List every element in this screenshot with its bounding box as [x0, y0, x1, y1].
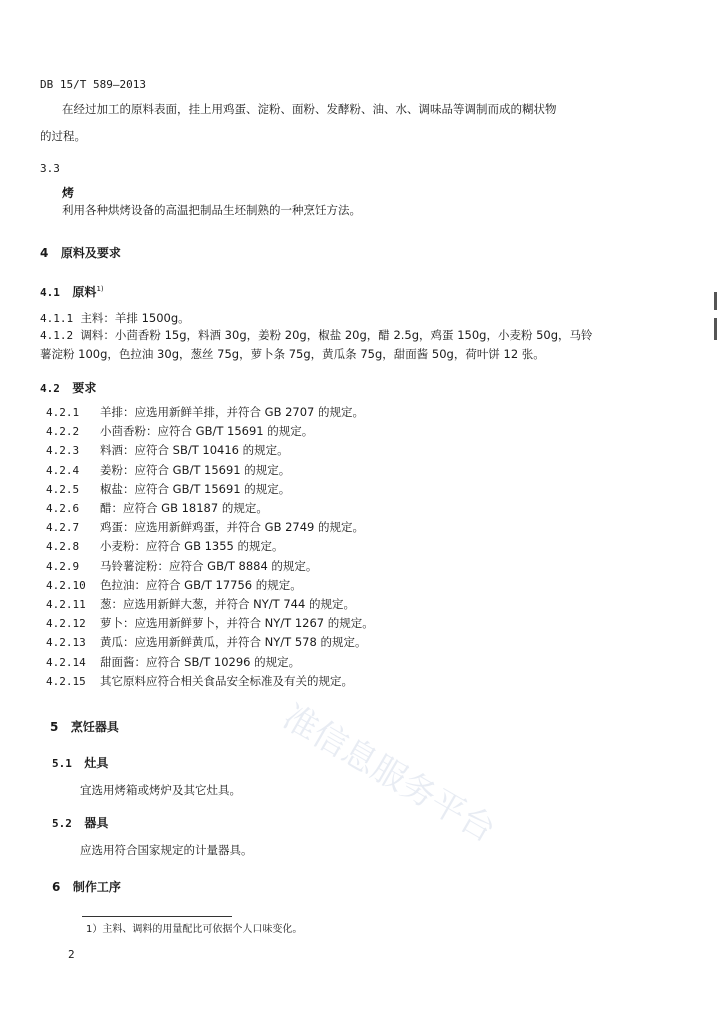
- item-number: 4.2.5: [46, 482, 80, 496]
- section-title: 制作工序: [72, 880, 121, 894]
- item-4-1-2-line-2: 薯淀粉 100g，色拉油 30g，葱丝 75g，萝卜条 75g，黄瓜条 75g，甜面酱 50g，荷叶饼 12 张。: [40, 347, 545, 361]
- requirement-item: [46, 521, 364, 535]
- section-6-heading: [52, 880, 121, 894]
- item-text: 醋：应符合 GB 18187 的规定。: [100, 501, 268, 515]
- requirement-item: [46, 560, 317, 574]
- section-title: 器具: [84, 816, 109, 830]
- item-4-1-1: [40, 312, 190, 326]
- item-number: 4.2.7: [46, 521, 80, 535]
- requirement-item: [46, 502, 268, 516]
- item-text: 姜粉：应符合 GB/T 15691 的规定。: [100, 462, 291, 477]
- term-roast-definition: 利用各种烘烤设备的高温把制品生坯制熟的一种烹饪方法。: [62, 203, 361, 217]
- term-roast: 烤: [62, 186, 75, 200]
- requirement-item: [46, 579, 302, 593]
- section-number: 4.2: [40, 382, 60, 395]
- requirement-item: [46, 444, 289, 458]
- item-number: 4.2.1: [46, 406, 80, 419]
- section-title: 原料及要求: [60, 246, 121, 260]
- requirement-item: [46, 675, 353, 689]
- section-title: 原料: [72, 285, 97, 299]
- item-4-1-2-line-1: [40, 329, 593, 343]
- section-4-2-heading: [40, 381, 96, 395]
- requirement-item: [46, 617, 374, 631]
- requirement-item: [46, 464, 290, 478]
- item-number: 4.2.14: [46, 655, 86, 669]
- item-number: 4.2.8: [46, 540, 80, 554]
- item-number: 4.2.6: [46, 502, 80, 515]
- requirement-item: [46, 656, 300, 670]
- item-number: 4.2.12: [46, 617, 86, 631]
- item-number: 4.2.13: [46, 636, 86, 650]
- item-text: 小麦粉：应符合 GB 1355 的规定。: [100, 539, 284, 554]
- item-text: 料酒：应符合 SB/T 10416 的规定。: [100, 443, 289, 458]
- section-title: 灶具: [84, 756, 109, 770]
- section-number: 4.1: [40, 286, 60, 299]
- watermark-text: 准信息服务平台: [276, 696, 503, 851]
- section-title: 要求: [72, 381, 97, 395]
- item-text: 色拉油：应符合 GB/T 17756 的规定。: [100, 577, 302, 592]
- item-number: 4.1.1: [40, 312, 74, 325]
- section-5-2-text: 应选用符合国家规定的计量器具。: [80, 843, 253, 857]
- section-number: 5: [50, 720, 59, 734]
- requirement-item: [46, 636, 366, 650]
- item-text: 葱：应选用新鲜大葱，并符合 NY/T 744 的规定。: [100, 597, 355, 611]
- item-text: 马铃薯淀粉：应符合 GB/T 8884 的规定。: [100, 558, 318, 573]
- item-number: 4.2.15: [46, 674, 86, 688]
- section-number: 5.2: [52, 817, 72, 830]
- page-number: 2: [68, 948, 75, 961]
- requirement-item: [46, 483, 290, 497]
- item-text: 黄瓜：应选用新鲜黄瓜，并符合 NY/T 578 的规定。: [100, 635, 367, 650]
- item-text: 主料：羊排 1500g。: [80, 311, 190, 325]
- footnote-divider: [82, 916, 232, 917]
- standard-code: DB 15/T 589—2013: [40, 78, 146, 91]
- intro-line-2: 的过程。: [40, 129, 86, 143]
- scan-edge-mark: [714, 318, 717, 340]
- item-text: 萝卜：应选用新鲜萝卜，并符合 NY/T 1267 的规定。: [100, 616, 374, 631]
- section-4-1-heading: [40, 285, 104, 299]
- item-text: 鸡蛋：应选用新鲜鸡蛋，并符合 GB 2749 的规定。: [100, 520, 365, 535]
- footnote-ref: 1): [96, 285, 104, 293]
- section-number: 4: [40, 246, 49, 260]
- item-text: 羊排：应选用新鲜羊排，并符合 GB 2707 的规定。: [100, 405, 365, 419]
- section-number: 6: [52, 880, 61, 894]
- item-number: 4.2.10: [46, 578, 86, 592]
- section-5-1-text: 宜选用烤箱或烤炉及其它灶具。: [80, 783, 241, 797]
- item-number: 4.2.2: [46, 425, 80, 439]
- item-number: 4.2.3: [46, 444, 80, 458]
- requirement-item: [46, 425, 313, 439]
- item-text: 其它原料应符合相关食品安全标准及有关的规定。: [100, 673, 353, 688]
- item-number: 4.2.4: [46, 463, 80, 477]
- item-text: 甜面酱：应符合 SB/T 10296 的规定。: [100, 654, 301, 669]
- section-5-1-heading: [52, 756, 108, 770]
- item-text: 椒盐：应符合 GB/T 15691 的规定。: [100, 481, 291, 496]
- item-number: 4.1.2: [40, 329, 74, 342]
- intro-line-1: 在经过加工的原料表面，挂上用鸡蛋、淀粉、面粉、发酵粉、油、水、调味品等调制而成的糊状物: [62, 102, 557, 116]
- requirement-item: [46, 598, 355, 612]
- section-5-heading: [50, 720, 119, 734]
- section-title: 烹饪器具: [70, 720, 119, 734]
- item-text: 调料：小茴香粉 15g，料酒 30g，姜粉 20g，椒盐 20g，醋 2.5g，鸡蛋 150g，小麦粉 50g，马铃: [80, 328, 593, 342]
- section-4-heading: [40, 246, 121, 260]
- section-3-3-number: 3.3: [40, 162, 60, 175]
- requirement-item: [46, 540, 284, 554]
- item-number: 4.2.11: [46, 598, 86, 611]
- item-number: 4.2.9: [46, 559, 80, 573]
- section-number: 5.1: [52, 757, 72, 770]
- item-text: 小茴香粉：应符合 GB/T 15691 的规定。: [100, 424, 314, 439]
- requirement-item: [46, 406, 364, 420]
- section-5-2-heading: [52, 816, 108, 830]
- scan-edge-mark: [714, 292, 717, 310]
- footnote-text: 1）主料、调料的用量配比可依据个人口味变化。: [86, 924, 303, 935]
